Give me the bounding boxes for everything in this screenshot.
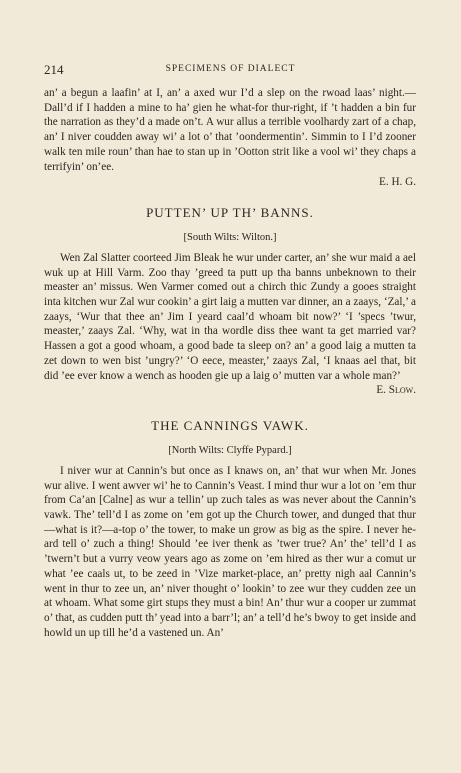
section-title-cannings-vawk: THE CANNINGS VAWK. <box>151 417 309 433</box>
section-subtitle-south-wilts: [South Wilts: Wilton.] <box>183 231 277 243</box>
page-number: 214 <box>44 62 64 77</box>
section-subtitle-north-wilts: [North Wilts: Clyffe Pypard.] <box>168 444 292 456</box>
signature-e-slow: E. Slow. <box>376 384 416 397</box>
signature-ehg: E. H. G. <box>379 176 416 189</box>
paragraph-continued: an’ a begun a laafin’ at I, an’ a axed wur I’d a slep on the rwoad laas’ night.—Dall’d if I hadden a mine to ha’ gien he what-for thur-right, if ’t hadden a bin fur the narration as they’d a made on’t. A wur allus a terrible voolhardy zart of a chap, an’ I niver coudden away wi’ a lot o’ that ’oondermentin’. Simmin to I I’d zooner walk ten mile roun’ than hae to stan up in ’Ootton strit like a vool wi’ they chaps a terrifyin’ on’ee. <box>44 87 416 173</box>
paragraph-cannings: I niver wur at Cannin’s but once as I knaws on, an’ that wur when Mr. Jones wur alive. I went awver wi’ he to Cannin’s Veast. I mind thur wur a lot on ’em thur from Ca’an [Calne] as wur a tellin’ up zuch tales as was never about the Cannin’s vawk. The’ tell’d I as zome on ’em got up the Church tower, and dunged that thur—what is it?—a-top o’ the tower, to make un grow as big as the spire. I never he-ard tell o’ zuch a thing! Should ’ee iver thenk as ’twer true? An’ the’ tell’d I as ’twern’t but a vurry veow years ago as zome on ’em hired as ther wur a comut ur what ’ee caals ut, to be zeed in ’Vize market-place, an’ pretty nigh aal Cannin’s went in thur to zee un, an’ niver thought o’ lookin’ to zee wur they cudden zee un at whoam. What some girt stups they must a bin! An’ thur wur a cooper ur zummat o’ that, as cudden putt th’ yead into a barr’l; an’ a tell’d he’s bwoy to get inside and howld un up till he’d a vastened un. An’ <box>44 464 416 639</box>
paragraph-banns: Wen Zal Slatter coorteed Jim Bleak he wur under carter, an’ she wur maid a ael wuk up at Hill Varm. Zoo thay ’greed ta putt up tha banns unbeknown to their measter an’ missus. Wen Varmer comed out a chirch thic Zundy a gooes straight inta kitchen wur Zal wur cookin’ a girt laig a mutten var dinner, an a zaays, ‘Zal,’ a zaays, ‘Wur that thee an’ Jim I yeard caal’d whoam bit now?’ ‘I ’specs ’twur, measter,’ zaays Zal. ‘Why, wat in tha wordle diss thee want ta get married var? Hassen a got a good whoam, a good bade ta sleep on? an’ a good laig a mutten ta zet down to wen bist ’ungry?’ ‘O eece, measter,’ zaays Zal, ‘I knaas ael that, bit did ’ee ever know a wench as hooden gie up a laig o’ mutten var a whole man?’ <box>44 251 416 382</box>
running-head: SPECIMENS OF DIALECT <box>165 64 296 74</box>
section-title-putten-up-th-banns: PUTTEN’ UP TH’ BANNS. <box>146 204 314 220</box>
page-header <box>0 62 461 78</box>
page-body <box>44 86 416 640</box>
